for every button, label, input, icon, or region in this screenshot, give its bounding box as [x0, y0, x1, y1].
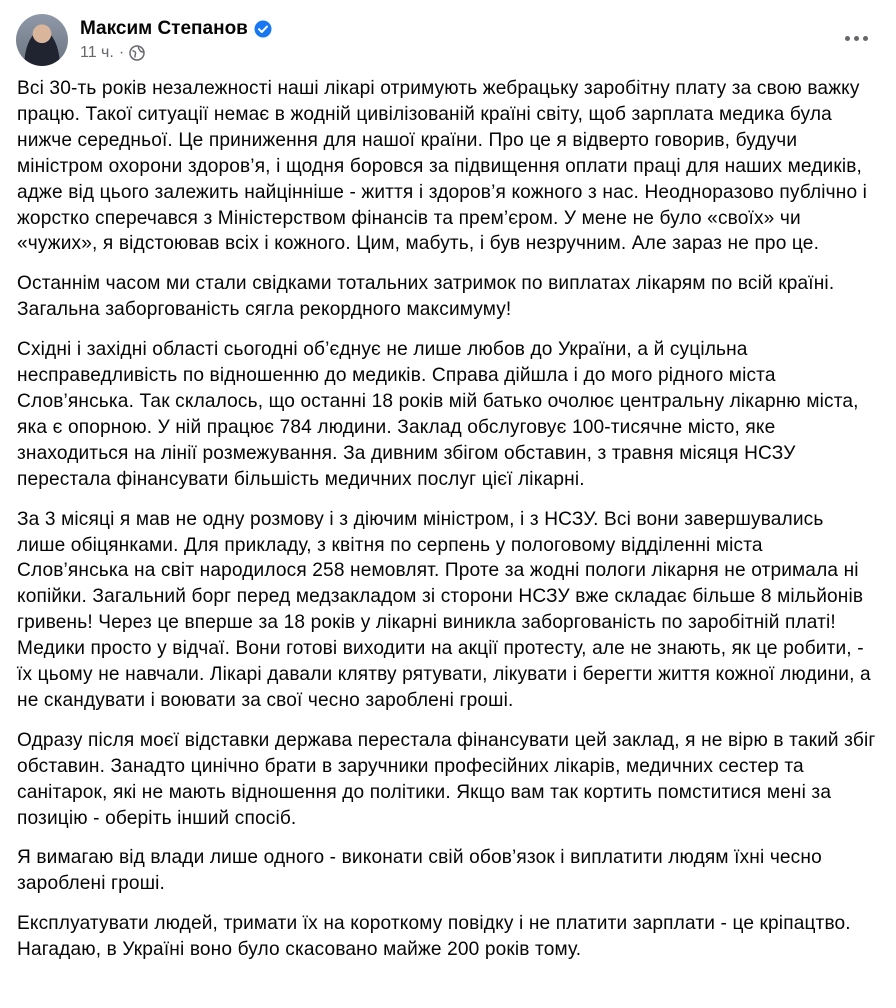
more-options-icon[interactable]	[838, 26, 874, 50]
post-meta	[80, 44, 145, 62]
post-paragraph-1: Всі 30-ть років незалежності наші лікарі отримують жебрацьку заробітну плату за свою важку працю. Такої ситуації немає в жодній цивілізованій країні світу, щоб зарплата медика була нижче середньої. Це приниження для нашої країни. Про це я відверто говорив, будучи міністром охорони здоров’я, і щодня боровся за підвищення оплати праці для наших медиків, адже від цього залежить найцінніше - життя і здоров’я кожного з нас. Неодноразово публічно і жорстко сперечався з Міністерством фінансів та прем’єром. У мене не було «своїх» чи «чужих», я відстоював всіх і кожного. Цим, мабуть, і був незручним. Але зараз не про це.	[17, 78, 868, 255]
post-header	[16, 12, 880, 64]
globe-icon	[129, 45, 145, 61]
author-row	[80, 18, 272, 40]
post-paragraph-3: Східні і західні області сьогодні об’єднує не лише любов до України, а й суцільна несправедливість по відношенню до медиків. Справа дійшла і до мого рідного міста Слов’янська. Так склалось, що останні 18 років мій батько очолює центральну лікарню міста, яка є опорною. У ній працює 784 людини. Заклад обслуговує 100-тисячне місто, яке знаходиться на лінії розмежування. За дивним збігом обставин, з травня місяця НСЗУ перестала фінансувати більшість медичних послуг цієї лікарні.	[17, 339, 859, 490]
verified-badge-icon	[254, 20, 272, 38]
post-paragraph-2: Останнім часом ми стали свідками тотальних затримок по виплатах лікарям по всій країні. Загальна заборгованість сягла рекордного максимуму!	[17, 273, 835, 321]
post-timestamp[interactable]: 11 ч.	[80, 44, 114, 61]
post-text	[17, 76, 877, 977]
post-paragraph-4: За 3 місяці я мав не одну розмову і з діючим міністром, і з НСЗУ. Всі вони завершувались лише обіцянками. Для прикладу, з квітня по серпень у пологовому відділенні міста Слов’янська на світ народилося 258 немовлят. Проте за жодні пологи лікарня не отримала ні копійки. Загальний борг перед медзакладом зі сторони НСЗУ вже складає більше 8 мільйонів гривень! Через це вперше за 18 років у лікарні виникла заборгованість по заробітній платі! Медики просто у відчаї. Вони готові виходити на акції протесту, але не знають, як це робити, - їх цьому не навчали. Лікарі давали клятву рятувати, лікувати і берегти життя кожної людини, а не скандувати і воювати за свої чесно зароблені гроші.	[17, 508, 871, 711]
meta-separator: ·	[118, 44, 125, 61]
post-paragraph-6: Я вимагаю від влади лише одного - виконати свій обов’язок і виплатити людям їхні чесно зароблені гроші.	[17, 847, 822, 895]
post-paragraph-7: Експлуатувати людей, тримати їх на короткому повідку і не платити зарплати - це кріпацтво. Нагадаю, в Україні воно було скасовано майже 200 років тому.	[17, 913, 851, 961]
author-name[interactable]: Максим Степанов	[80, 18, 248, 39]
avatar[interactable]	[16, 14, 68, 66]
post-paragraph-5: Одразу після моєї відставки держава перестала фінансувати цей заклад, я не вірю в такий збіг обставин. Занадто цинічно брати в заручники професійних лікарів, медичних сестер та санітарок, які не мають відношення до політики. Якщо вам так кортить помститися мені за позицію - оберіть інший спосіб.	[17, 729, 876, 829]
